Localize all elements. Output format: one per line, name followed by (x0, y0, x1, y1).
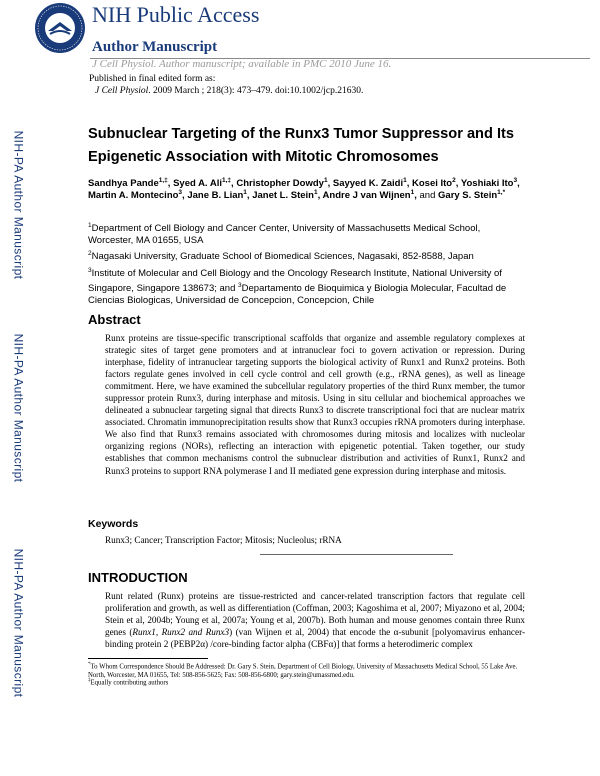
section-divider (260, 554, 453, 555)
keywords-heading: Keywords (88, 518, 139, 530)
author-affiliation-mark: 1 (403, 177, 407, 184)
header-citation (92, 58, 391, 70)
author-affiliation-mark: 3 (178, 189, 183, 197)
author-name: Syed A. Ali (173, 178, 222, 189)
affiliation-3: $^3$Institute of Molecular and Cell Biology and the Oncology Research Institute, National University of Singapore, Singapore 138673; and $^3$Departamento de Bioquimica y Biologia Molecular, Facultad de Ciencias Biologicas, Universidad de Concepcion, Concepcion, Chile (88, 267, 507, 307)
author-name: Janet L. Stein (252, 190, 314, 202)
header-subtitle: Author Manuscript (92, 39, 218, 55)
author-name: Martin A. Montecino (88, 190, 179, 202)
published-in-label: Published in final edited form as: (89, 74, 216, 84)
author-list: Sandhya Pande$^{1,\ddagger}$, Syed A. Ali$^{1,\ddagger}$, Christopher Dowdy$^1$, Sayyed K. Zaidi$^1$, Kosei Ito$^2$, Yoshiaki Ito$^3$, Martin A. Montecino$^3$, Jane B. Lian$^1$, Janet L. Stein$^1$, Andre J van Wijnen$^1$, and Gary S. Stein$^{1,*}$ (88, 177, 520, 202)
side-banner-text: NIH-PA Author Manuscript (11, 548, 25, 697)
author-affiliation-mark: 3 (513, 177, 518, 184)
footnote-correspondence: *To Whom Correspondence Should Be Addressed: Dr. Gary S. Stein, Department of Cell Biology, University of Massachusetts Medical School, 55 Lake Ave. North, Worcester, MA 01655, Tel: 508-856-5625; Fax: 508-856-6800; gary.stein@umassmed.edu. (88, 662, 518, 679)
nih-logo-icon (34, 2, 86, 54)
keywords-text: Runx3; Cancer; Transcription Factor; Mitosis; Nucleolus; rRNA (105, 535, 342, 545)
runx-genes-italic: Runx1, Runx2 and Runx3 (132, 627, 230, 638)
author-affiliation-mark: 1,* (497, 189, 506, 197)
author-affiliation-mark: 1 (313, 189, 318, 197)
publication-details (95, 86, 363, 96)
publication-volume: . 2009 March ; 218(3): 473–479. doi:10.1002/jcp.21630. (148, 86, 364, 96)
author-conjunction: and (419, 190, 436, 202)
header-availability: . Author manuscript; available in PMC 2010 June 16. (153, 58, 392, 70)
author-name: Jane B. Lian (187, 190, 244, 202)
side-banner-text: NIH-PA Author Manuscript (11, 333, 25, 482)
footnote-divider (88, 658, 208, 659)
author-name: Gary S. Stein (438, 190, 498, 202)
header-journal: J Cell Physiol (92, 58, 154, 70)
author-name: Christopher Dowdy (236, 178, 324, 189)
author-affiliation-mark: 2 (452, 177, 456, 184)
side-banner (10, 500, 26, 745)
author-name: Sayyed K. Zaidi (332, 178, 404, 189)
author-name: Andre J van Wijnen (322, 190, 411, 202)
author-affiliation-mark: 1,‡ (222, 177, 232, 184)
abstract-heading: Abstract (88, 312, 141, 327)
author-name: Kosei Ito (412, 178, 453, 189)
introduction-heading: INTRODUCTION (88, 570, 188, 585)
paper-title: Subnuclear Targeting of the Runx3 Tumor Suppressor and Its Epigenetic Association with Mitotic Chromosomes (88, 126, 514, 165)
side-banner (10, 285, 26, 530)
side-banner-text: NIH-PA Author Manuscript (11, 130, 25, 279)
author-affiliation-mark: 1 (323, 177, 328, 184)
affiliation-1: $^1$Department of Cell Biology and Cancer Center, University of Massachusetts Medical School, Worcester, MA 01655, USA (88, 222, 481, 247)
abstract-text: Runx proteins are tissue-specific transcriptional scaffolds that organize and assemble regulatory complexes at strategic sites of target gene promoters and at intranuclear foci to govern activation or repression. During interphase, fidelity of intranuclear targeting supports the biological activity of Runx1 and Runx2 proteins. Both factors regulate genes involved in cell cycle control and cell growth (e.g., rRNA genes), as well as lineage commitment. Here, we have examined the subcellular regulatory properties of the third Runx member, the tumor suppressor protein Runx3, during interphase and mitosis. Using in situ cellular and biochemical approaches we delineated a subnuclear targeting signal that directs Runx3 to discrete transcriptional foci that are nuclear matrix associated. Chromatin immunoprecipitation results show that Runx3 occupies rRNA promoters during interphase. We also find that Runx3 remains associated with chromosomes during mitosis and localizes with nucleolar organizing regions (NORs), reflecting an interaction with epigenetic potential. Taken together, our study establishes that common mechanisms control the subnuclear distribution and activities of Runx1, Runx2 and Runx3 proteins to support RNA polymerase I and II mediated gene expression during interphase and mitosis. (105, 333, 525, 476)
author-name: Sandhya Pande (88, 178, 159, 189)
affiliation-2: $^2$Nagasaki University, Graduate School of Biomedical Sciences, Nagasaki, 852-8588, Japan (88, 250, 474, 263)
introduction-text: Runt related (Runx) proteins are tissue-restricted and cancer-related transcription factors that regulate cell proliferation and growth, as well as differentiation (Coffman, 2003; Kagoshima et al, 2007; Miyazono et al, 2004; Stein et al, 2004b; Young et al, 2007a; Young et al, 2007b). Both human and mouse genomes contain three Runx genes (Runx1, Runx2 and Runx3) (van Wijnen et al, 2004) that encode the α-subunit [polyomavirus enhancer-binding protein 2 (PEBP2α) /core-binding factor alpha (CBFα)] that forms a heterodimeric complex (105, 591, 525, 650)
author-affiliation-mark: 1 (410, 189, 415, 197)
author-name: Yoshiaki Ito (460, 178, 514, 189)
footnote-equal-contribution: ‡Equally contributing authors (88, 678, 169, 687)
header-title: NIH Public Access (92, 2, 260, 27)
author-affiliation-mark: 1,‡ (158, 177, 168, 184)
author-affiliation-mark: 1 (243, 189, 247, 197)
publication-journal: J Cell Physiol (95, 86, 149, 96)
